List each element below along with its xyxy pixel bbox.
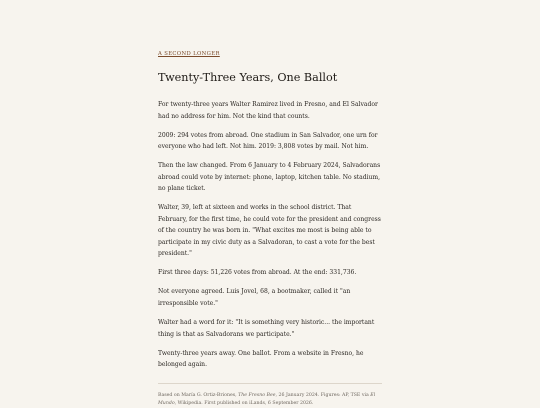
article-title: Twenty-Three Years, One Ballot: [158, 71, 338, 84]
paragraph-1: For twenty-three years Walter Ramirez lived in Fresno, and El Salvador had no address for him. Not the kind that counts.: [158, 101, 378, 120]
source-publication: The Fresno Bee: [238, 392, 276, 398]
paragraph-8: Twenty-three years away. One ballot. From a website in Fresno, he belonged again.: [158, 349, 364, 369]
source-suffix: , Wikipedia. First published on iLands, 6 September 2026.: [174, 400, 314, 406]
paragraph-6: Not everyone agreed. Luis Jovel, 68, a bootmaker, called it "an irresponsible vote.": [158, 288, 351, 307]
source-middle: , 26 January 2024. Figures: AP, TSE via: [275, 392, 371, 398]
paragraph-3: Then the law changed. From 6 January to 4 February 2024, Salvadorans abroad could vote by internet: phone, laptop, kitchen table. No stadium, no plane ticket.: [158, 162, 381, 193]
source-divider: [158, 383, 382, 384]
article: [158, 40, 382, 408]
paragraph-4: Walter, 39, left at sixteen and works in the school district. That February, for the first time, he could vote for the president and congress of the country he was born in. "What excites me most is being able to participate in my civic duty as a Salvadoran, to cast a vote for the best president.": [158, 204, 381, 258]
paragraph-5: First three days: 51,226 votes from abroad. At the end: 331,736.: [158, 269, 357, 277]
paragraph-7: Walter had a word for it: "It is something very historic... the important thing is that as Salvadorans we participate.": [158, 319, 375, 338]
section-kicker-link[interactable]: A SECOND LONGER: [158, 51, 220, 57]
paragraph-2: 2009: 294 votes from abroad. One stadium in San Salvador, one urn for everyone who had left. Not him. 2019: 3,808 votes by mail. Not him.: [158, 131, 378, 151]
article-body: [158, 99, 382, 371]
source-prefix: Based on María G. Ortiz-Briones,: [158, 392, 239, 398]
source-outlet: El Mundo: [158, 392, 376, 406]
source-note: [158, 392, 382, 408]
